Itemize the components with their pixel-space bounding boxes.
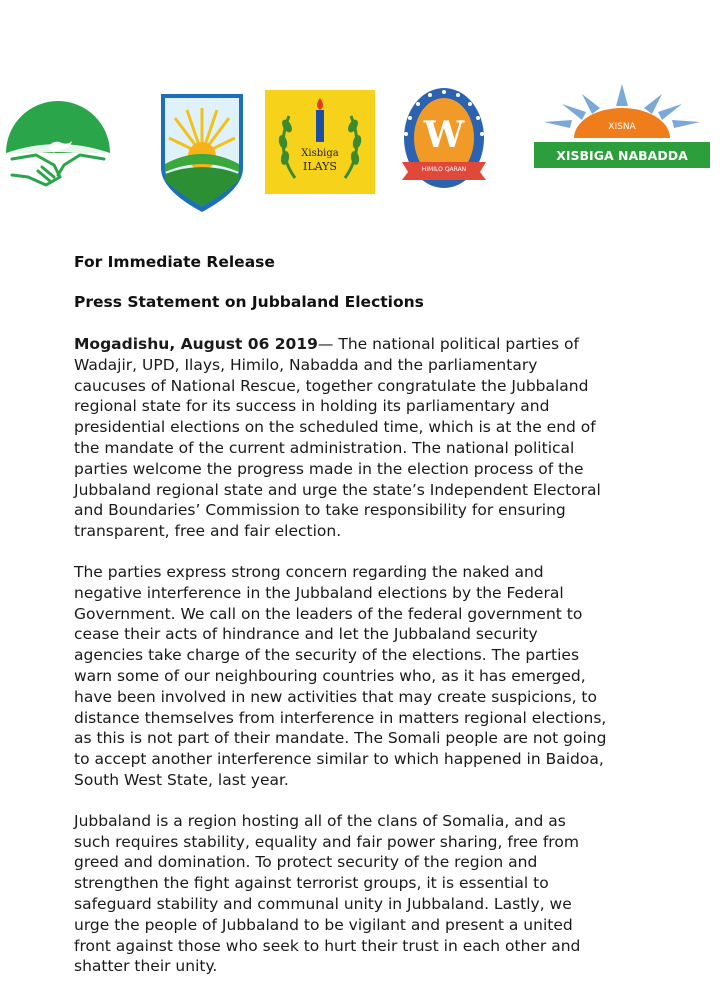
release-heading: For Immediate Release — [74, 253, 275, 271]
paragraph-3 — [74, 811, 674, 977]
text-line: Government. We call on the leaders of the federal government to — [74, 604, 583, 623]
text-line: and Boundaries’ Commission to take responsibility for ensuring — [74, 501, 566, 520]
ilays-logo-text-top: Xisbiga — [301, 148, 339, 159]
text-line: distance themselves from interference in matters regional elections, — [74, 708, 607, 727]
text-line: such requires stability, equality and fair power sharing, free from — [74, 832, 579, 851]
text-line: transparent, free and fair election. — [74, 522, 342, 541]
dateline: Mogadishu, August 06 2019 — [74, 335, 318, 353]
text-line: The parties express strong concern regarding the naked and — [74, 562, 544, 581]
party-logos-row — [0, 0, 720, 230]
upd-logo — [155, 90, 249, 214]
himilo-logo — [398, 86, 490, 196]
text-line: strengthen the fight against terrorist groups, it is essential to — [74, 874, 549, 893]
text-line: Wadajir, UPD, Ilays, Himilo, Nabadda and the parliamentary — [74, 355, 538, 374]
himilo-logo-banner: HIMILO QARAN — [421, 166, 467, 173]
text-line: South West State, last year. — [74, 770, 289, 789]
paragraph-1 — [74, 334, 674, 542]
text-line: presidential elections on the scheduled time, which is at the end of — [74, 418, 596, 437]
text-line: urge the people of Jubbaland to be vigilant and present a united — [74, 915, 573, 934]
text-line: negative interference in the Jubbaland elections by the Federal — [74, 583, 564, 602]
paragraph-2 — [74, 562, 674, 791]
text-line: shatter their unity. — [74, 957, 218, 976]
text-line: the mandate of the current administration. The national political — [74, 438, 575, 457]
nabadda-logo-banner-text: XISBIGA NABADDA — [556, 148, 688, 163]
text-line: greed and domination. To protect security of the region and — [74, 853, 538, 872]
text-line: have been involved in new activities that may create suspicions, to — [74, 687, 597, 706]
text-line: caucuses of National Rescue, together congratulate the Jubbaland — [74, 376, 589, 395]
ilays-logo — [265, 90, 375, 194]
dateline-continuation: — The national political parties of — [317, 335, 579, 353]
statement-title: Press Statement on Jubbaland Elections — [74, 293, 424, 311]
paragraph-1-first-line — [74, 334, 674, 355]
nabadda-logo — [530, 84, 714, 174]
text-line: safeguard stability and communal unity in Jubbaland. Lastly, we — [74, 894, 572, 913]
wadajir-logo — [2, 95, 114, 195]
himilo-logo-letter: W — [423, 114, 465, 156]
text-line: warn some of our neighbouring countries who, as it has emerged, — [74, 666, 586, 685]
press-statement — [74, 252, 674, 977]
text-line: Jubbaland is a region hosting all of the clans of Somalia, and as — [74, 811, 566, 830]
text-line: agencies take charge of the security of the elections. The parties — [74, 646, 580, 665]
text-line: to accept another interference similar to which happened in Baidoa, — [74, 750, 604, 769]
text-line: front against those who seek to hurt their trust in each other and — [74, 936, 581, 955]
text-line: parties welcome the progress made in the election process of the — [74, 459, 584, 478]
ilays-logo-text-bottom: ILAYS — [303, 160, 337, 173]
text-line: cease their acts of hindrance and let the Jubbaland security — [74, 625, 538, 644]
nabadda-logo-small-text: XISNA — [608, 122, 636, 132]
text-line: as this is not part of their mandate. The Somali people are not going — [74, 729, 607, 748]
text-line: Jubbaland regional state and urge the state’s Independent Electoral — [74, 480, 601, 499]
text-line: regional state for its success in holding its parliamentary and — [74, 397, 550, 416]
